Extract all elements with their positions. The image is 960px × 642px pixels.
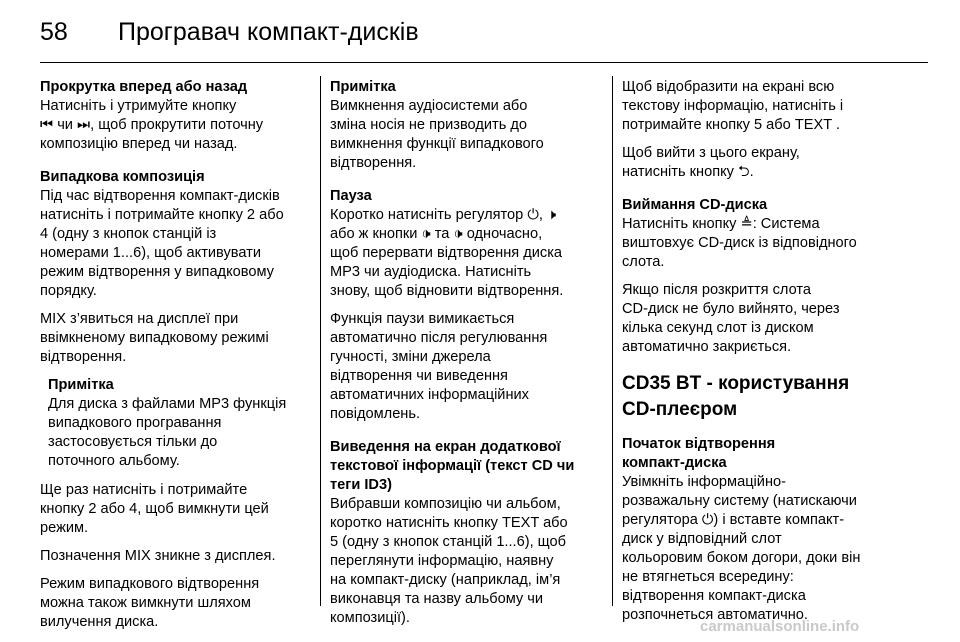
text-line: потримайте кнопку 5 або TEXT .: [622, 117, 840, 133]
text-line: регулятора ⏻) і вставте компакт-: [622, 512, 845, 528]
chapter-heading: [622, 371, 922, 423]
text-line: MP3 чи аудіодиска. Натисніть: [330, 264, 532, 280]
text-line: Натисніть кнопку ≜: Система: [622, 216, 820, 232]
text-line: відтворення чи виведення: [330, 368, 508, 384]
text-line: Увімкніть інформаційно-: [622, 474, 786, 490]
column-2: [330, 78, 610, 637]
section-heading: Виймання CD-диска: [622, 197, 768, 213]
note-text: [48, 395, 312, 471]
paragraph: [622, 78, 922, 135]
note-heading: Примітка: [330, 79, 396, 95]
page-number: 58: [40, 18, 68, 46]
section-pause: [330, 187, 610, 301]
paragraph: [622, 281, 922, 357]
text-line: Вимкнення аудіосистеми або: [330, 98, 528, 114]
text-line: відтворення.: [40, 349, 127, 365]
text-line: автоматичних інформаційних: [330, 387, 529, 403]
text-line: щоб перервати відтворення диска: [330, 245, 563, 261]
text-line: застосовується тільки до: [48, 434, 218, 450]
section-text-info: [330, 438, 610, 628]
text-line: виштовхує CD-диск із відповідного: [622, 235, 857, 251]
text-line: натисніть кнопку ⮌.: [622, 164, 754, 180]
text-line: випадкового програвання: [48, 415, 222, 431]
text-line: MIX з’явиться на дисплеї при: [40, 311, 239, 327]
paragraph: [622, 144, 922, 182]
text-line: коротко натисніть кнопку TEXT або: [330, 515, 568, 531]
text-line: повідомлень.: [330, 406, 421, 422]
text-line: автоматично після регулювання: [330, 330, 548, 346]
text-line: відтворення компакт-диска: [622, 588, 806, 604]
column-1: [40, 78, 312, 641]
paragraph: [40, 547, 312, 566]
text-line: кнопку 2 або 4, щоб вимкнути цей: [40, 501, 269, 517]
section-heading: [622, 435, 922, 473]
text-line: Для диска з файлами MP3 функція: [48, 396, 287, 412]
page-header: [40, 12, 920, 52]
section-heading: [330, 438, 610, 495]
text-line: можна також вимкнути шляхом: [40, 595, 251, 611]
text-line: зміна носія не призводить до: [330, 117, 527, 133]
watermark: carmanualsonline.info: [700, 618, 860, 635]
page-title: Програвач компакт-дисків: [118, 18, 419, 46]
text-line: або ж кнопки 🕩 та 🕩 одночасно,: [330, 226, 543, 242]
text-line: автоматично закриється.: [622, 339, 792, 355]
text-line: кольоровим боком догори, доки він: [622, 550, 861, 566]
text-line: 5 (одну з кнопок станцій 1...6), щоб: [330, 534, 567, 550]
section-start-playback: [622, 435, 922, 625]
text-line: переглянути інформацію, наявну: [330, 553, 554, 569]
section-random: [40, 168, 312, 301]
paragraph: [40, 481, 312, 538]
text-line: Під час відтворення компакт-дисків: [40, 188, 280, 204]
text-line: натисніть і потримайте кнопку 2 або: [40, 207, 284, 223]
text-line: теги ID3): [330, 477, 392, 493]
section-fast-forward: [40, 78, 312, 154]
text-line: порядку.: [40, 283, 97, 299]
text-line: Виведення на екран додаткової: [330, 439, 561, 455]
text-line: гучності, зміни джерела: [330, 349, 491, 365]
text-line: знову, щоб відновити відтворення.: [330, 283, 564, 299]
paragraph: [40, 575, 312, 632]
text-line: Щоб вийти з цього екрану,: [622, 145, 800, 161]
text-line: відтворення.: [330, 155, 417, 171]
text-line: композицію вперед чи назад.: [40, 136, 238, 152]
text-line: текстову інформацію, натисніть і: [622, 98, 844, 114]
text-line: Вибравши композицію чи альбом,: [330, 496, 561, 512]
note-block: [40, 376, 312, 471]
note-heading: Примітка: [48, 377, 114, 393]
paragraph: [40, 310, 312, 367]
section-heading: Випадкова композиція: [40, 169, 205, 185]
text-line: слота.: [622, 254, 665, 270]
text-line: Щоб відобразити на екрані всю: [622, 79, 835, 95]
text-line: номерами 1...6), щоб активувати: [40, 245, 261, 261]
text-line: Ще раз натисніть і потримайте: [40, 482, 248, 498]
text-line: вилучення диска.: [40, 614, 159, 630]
paragraph: [40, 97, 312, 154]
column-3: [622, 78, 922, 634]
text-line: режим.: [40, 520, 89, 536]
text-line: Якщо після розкриття слота: [622, 282, 811, 298]
text-line: компакт-диска: [622, 455, 727, 471]
paragraph: [330, 495, 610, 628]
paragraph: [330, 310, 610, 424]
text-line: Режим випадкового відтворення: [40, 576, 260, 592]
section-heading: Пауза: [330, 188, 372, 204]
paragraph: [330, 206, 610, 301]
column-divider: [320, 76, 321, 606]
note-block: [330, 78, 610, 173]
text-line: CD-диск не було вийнято, через: [622, 301, 840, 317]
text-line: ⏮ чи ⏭, щоб прокрутити поточну: [40, 117, 264, 133]
text-line: Позначення MIX зникне з дисплея.: [40, 548, 276, 564]
text-line: режим відтворення у випадковому: [40, 264, 274, 280]
text-line: Натисніть і утримуйте кнопку: [40, 98, 237, 114]
paragraph: [622, 473, 922, 625]
text-line: Коротко натисніть регулятор ⏻, 🕨: [330, 207, 557, 223]
text-line: розважальну систему (натискаючи: [622, 493, 857, 509]
note-text: [330, 97, 610, 173]
text-line: CD35 BT - користування: [622, 373, 850, 394]
text-line: поточного альбому.: [48, 453, 180, 469]
text-line: диск у відповідний слот: [622, 531, 782, 547]
text-line: не втягнеться всередину:: [622, 569, 794, 585]
text-line: 4 (одну з кнопок станцій із: [40, 226, 217, 242]
text-line: ввімкненому випадковому режимі: [40, 330, 269, 346]
column-divider: [612, 76, 613, 606]
text-line: виконавця та назву альбому чи: [330, 591, 544, 607]
text-line: композиції).: [330, 610, 410, 626]
text-line: на компакт-диску (наприклад, ім’я: [330, 572, 561, 588]
text-line: Початок відтворення: [622, 436, 776, 452]
header-divider: [40, 62, 928, 63]
paragraph: [40, 187, 312, 301]
text-line: Функція паузи вимикається: [330, 311, 515, 327]
section-heading: Прокрутка вперед або назад: [40, 79, 248, 95]
section-eject: [622, 196, 922, 272]
paragraph: [622, 215, 922, 272]
text-line: вимкнення функції випадкового: [330, 136, 544, 152]
text-line: розпочнеться автоматично.: [622, 607, 808, 623]
text-line: CD-плеєром: [622, 399, 738, 420]
text-line: кілька секунд слот із диском: [622, 320, 814, 336]
text-line: текстової інформації (текст CD чи: [330, 458, 575, 474]
